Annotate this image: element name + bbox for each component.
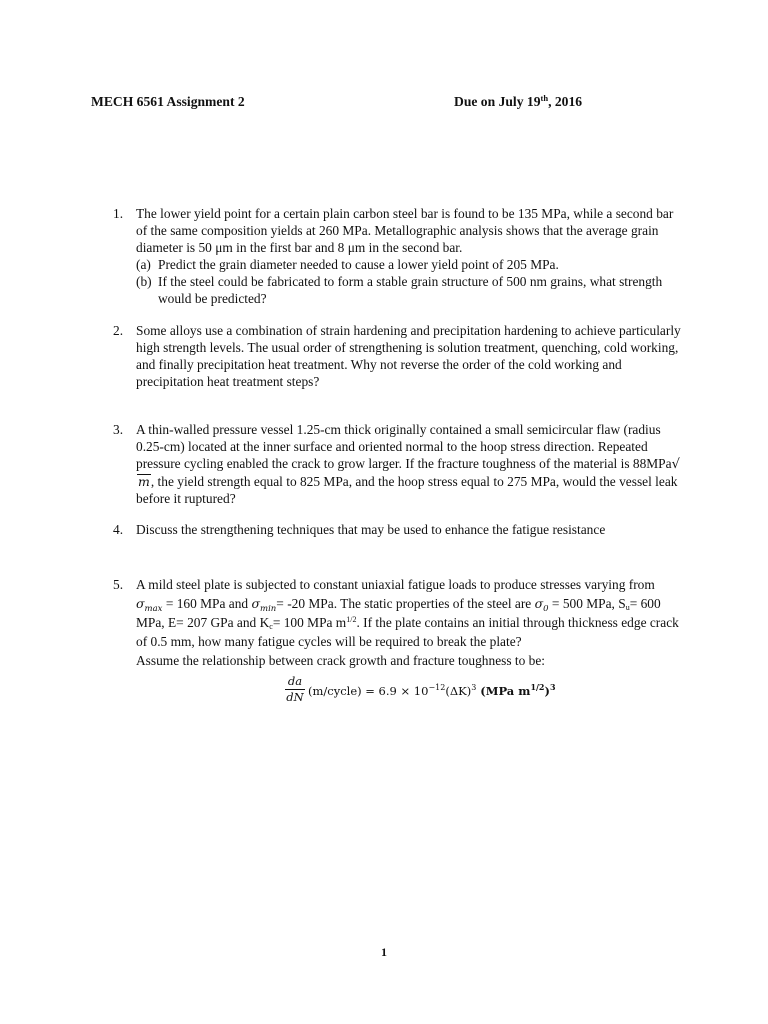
question-text: A thin-walled pressure vessel 1.25-cm thick originally contained a small semicircular flaw (radius 0.25-cm) located at the inner surface and oriented normal to the hoop stress direction. Repeated pressure cycling enabled the crack to grow larger. If the fracture toughness of the material is 88MPa√m, the yield strength equal to 825 MPa, and the hoop stress equal to 275 MPa, would the vessel leak before it ruptured?	[136, 422, 680, 506]
question-3	[113, 421, 683, 507]
course-title: MECH 6561 Assignment 2	[91, 94, 245, 109]
question-text: Some alloys use a combination of strain hardening and precipitation hardening to achieve particularly high strength levels. The usual order of strengthening is solution treatment, quenching, cold working, and finally precipitation heat treatment. Why not reverse the order of the cold working and precipitation heat treatment steps?	[136, 323, 681, 389]
sub-question-a: (a) Predict the grain diameter needed to cause a lower yield point of 205 MPa.	[136, 257, 559, 272]
question-2	[113, 322, 683, 390]
question-text: Discuss the strengthening techniques that may be used to enhance the fatigue resistance	[136, 522, 606, 537]
sqrt-m: m	[138, 474, 150, 489]
question-number: 3.	[113, 422, 124, 437]
question-1	[113, 205, 683, 307]
due-date: Due on July 19th, 2016	[454, 93, 583, 109]
question-number: 2.	[113, 323, 124, 338]
derivative-fraction: $\frac{da}{dN}$	[286, 674, 304, 704]
question-text: A mild steel plate is subjected to constant uniaxial fatigue loads to produce stresses varying from $\sigma_{max} = 160$ MPa and $\sigma_{min}= -20$ MPa. The static properties of the steel are $\sigma_0 = 500$ MPa, $S_u= 600$ MPa, E= 207 GPa and $K_c= 100$ MPa $m^{1/2}$. If the plate contains an initial through thickness edge crack of 0.5 mm, how many fatigue cycles will be required to break the plate?	[136, 577, 679, 649]
question-number: 1.	[113, 206, 124, 221]
sub-question-b: (b) If the steel could be fabricated to form a stable grain structure of 500 nm grains, what strength would be predicted?	[136, 274, 663, 306]
page-number: 1	[381, 945, 387, 959]
question-4	[113, 521, 683, 538]
question-5	[113, 575, 683, 670]
question-text: The lower yield point for a certain plain carbon steel bar is found to be 135 MPa, while a second bar of the same composition yields at 260 MPa. Metallographic analysis shows that the average grain diameter is 50 μm in the first bar and 8 μm in the second bar.	[136, 206, 674, 255]
question-number: 5.	[113, 577, 124, 592]
question-number: 4.	[113, 522, 124, 537]
equation-body: (m/cycle) = $6.9 \times 10^{-12}(\Delta K)^3$ (MPa $m^{1/2})^3$	[308, 682, 556, 698]
assumption-text: Assume the relationship between crack growth and fracture toughness to be:	[136, 653, 546, 668]
crack-growth-equation	[285, 672, 585, 712]
